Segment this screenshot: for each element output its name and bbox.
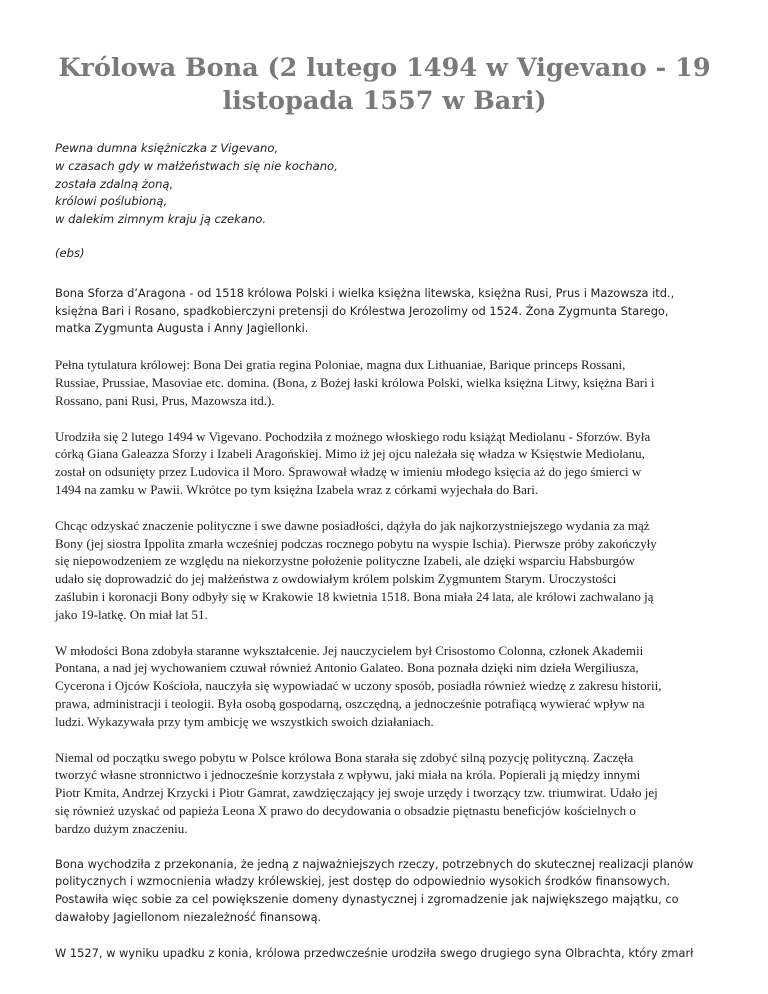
paragraph-line: Pontana, a nad jej wychowaniem czuwał również Antonio Galateo. Bona poznała dzięki nim dzieła Wergiliusza, xyxy=(55,660,639,676)
paragraph xyxy=(55,856,714,927)
poem xyxy=(55,140,714,229)
poem-line: królowi poślubioną, xyxy=(55,194,168,209)
paragraph-line: udało się doprowadzić do jej małżeństwa z owdowiałym królem polskim Zygmuntem Starym. Uroczystości xyxy=(55,571,617,587)
paragraph-line: politycznych i wzmocnienia władzy królewskiej, jest dostęp do odpowiednio wysokich środków finansowych. xyxy=(55,874,671,889)
paragraph-line: księżna Bari i Rosano, spadkobierczyni pretensji do Królestwa Jerozolimy od 1524. Żona Zygmunta Starego, xyxy=(55,303,669,318)
paragraph xyxy=(55,517,714,624)
paragraph-line: Piotr Kmita, Andrzej Krzycki i Piotr Gamrat, zawdzięczający jej swoje urzędy i tworzący tzw. triumwirat. Udało jej xyxy=(55,785,658,801)
paragraph-line: Bona Sforza d’Aragona - od 1518 królowa Polski i wielka księżna litewska, księżna Rusi, Prus i Mazowsza itd., xyxy=(55,285,675,300)
paragraph-line: Bona wychodziła z przekonania, że jedną z najważniejszych rzeczy, potrzebnych do skutecznej realizacji planów xyxy=(55,856,694,871)
paragraph-line: W 1527, w wyniku upadku z konia, królowa przedwcześnie urodziła swego drugiego syna Olbrachta, który zmarł xyxy=(55,945,694,960)
paragraph-line: Bony (jej siostra Ippolita zmarła wcześniej podczas rocznego pobytu na wyspie Ischia). Pierwsze próby zakończyły xyxy=(55,535,657,551)
page-title xyxy=(55,52,714,118)
poem-line: Pewna dumna księżniczka z Vigevano, xyxy=(55,141,279,155)
paragraph-line: został on odsunięty przez Ludovica il Moro. Sprawował władzę w imieniu młodego księcia aż do jego śmierci w xyxy=(55,464,642,480)
paragraph-line: się również uzyskać od papieża Leona X prawo do decydowania o obsadzie piętnastu beneficjów kościelnych o xyxy=(55,802,636,818)
paragraph-line: Chcąc odzyskać znaczenie polityczne i swe dawne posiadłości, dążyła do jak najkorzystniejszego wydania za mąż xyxy=(55,517,650,533)
paragraph-line: Rossano, pani Rusi, Prus, Mazowsza itd.). xyxy=(55,392,275,408)
paragraph xyxy=(55,356,714,409)
paragraph-line: prawa, administracji i teologii. Była osobą gospodarną, oszczędną, a jednocześnie potrafiącą wywierać wpływ na xyxy=(55,695,645,711)
paragraph xyxy=(55,642,714,731)
paragraph-line: zaślubin i koronacji Bony odbyły się w Krakowie 18 kwietnia 1518. Bona miała 24 lata, ale królowi zachwalano ją xyxy=(55,588,654,604)
paragraph-line: dawałoby Jagiellonom niezależność finansową. xyxy=(55,909,322,924)
paragraph-line: matka Zygmunta Augusta i Anny Jagiellonki. xyxy=(55,321,309,336)
paragraph-line: ludzi. Wykazywała przy tym ambicję we wszystkich swoich działaniach. xyxy=(55,713,434,729)
paragraph-line: 1494 na zamku w Pawii. Wkrótce po tym księżna Izabela wraz z córkami wyjechała do Bari. xyxy=(55,481,539,497)
paragraph-line: jako 19-latkę. On miał lat 51. xyxy=(55,606,208,622)
paragraph-line: W młodości Bona zdobyła staranne wykształcenie. Jej nauczycielem był Crisostomo Colonna, członek Akademii xyxy=(55,642,644,658)
paragraph-line: Russiae, Prussiae, Masoviae etc. domina. (Bona, z Bożej łaski królowa Polski, wielka księżna Litwy, księżna Bari i xyxy=(55,374,655,390)
paragraph-line: Postawiła więc sobie za cel powiększenie domeny dynastycznej i zgromadzenie jak największego majątku, co xyxy=(55,892,679,907)
poem-line: została zdalną żoną, xyxy=(55,176,174,191)
paragraph xyxy=(55,428,714,499)
paragraph xyxy=(55,285,714,338)
poem-signature: (ebs) xyxy=(55,245,85,260)
poem-line: w czasach gdy w małżeństwach się nie kochano, xyxy=(55,158,338,173)
paragraph-line: bardzo dużym znaczeniu. xyxy=(55,820,188,836)
paragraph-line: Urodziła się 2 lutego 1494 w Vigevano. Pochodziła z możnego włoskiego rodu książąt Mediolanu - Sforzów. Była xyxy=(55,428,651,444)
paragraph-line: się niepowodzeniem ze względu na niekorzystne położenie polityczne Izabeli, ale dzięki wsparciu Habsburgów xyxy=(55,553,635,569)
paragraph-line: tworzyć własne stronnictwo i jednocześnie korzystała z wpływu, jaki miała na króla. Popierali ją między innymi xyxy=(55,767,641,783)
paragraph-line: córką Giana Galeazza Sforzy i Izabeli Aragońskiej. Mimo iż jej ojcu należała się władza w Księstwie Mediolanu, xyxy=(55,446,645,462)
article-body xyxy=(55,285,714,963)
paragraph xyxy=(55,749,714,838)
paragraph xyxy=(55,945,714,963)
page-title-line-2: listopada 1557 w Bari) xyxy=(222,86,547,116)
paragraph-line: Niemal od początku swego pobytu w Polsce królowa Bona starała się zdobyć silną pozycję polityczną. Zaczęła xyxy=(55,749,634,765)
paragraph-line: Pełna tytulatura królowej: Bona Dei gratia regina Poloniae, magna dux Lithuaniae, Barique princeps Rossani, xyxy=(55,357,626,373)
paragraph-line: Cycerona i Ojców Kościoła, nauczyła się wypowiadać w uczony sposób, posiadła również wiedzę z zakresu historii, xyxy=(55,678,662,694)
page-title-line-1: Królowa Bona (2 lutego 1494 w Vigevano - 19 xyxy=(58,53,711,83)
poem-line: w dalekim zimnym kraju ją czekano. xyxy=(55,212,267,227)
